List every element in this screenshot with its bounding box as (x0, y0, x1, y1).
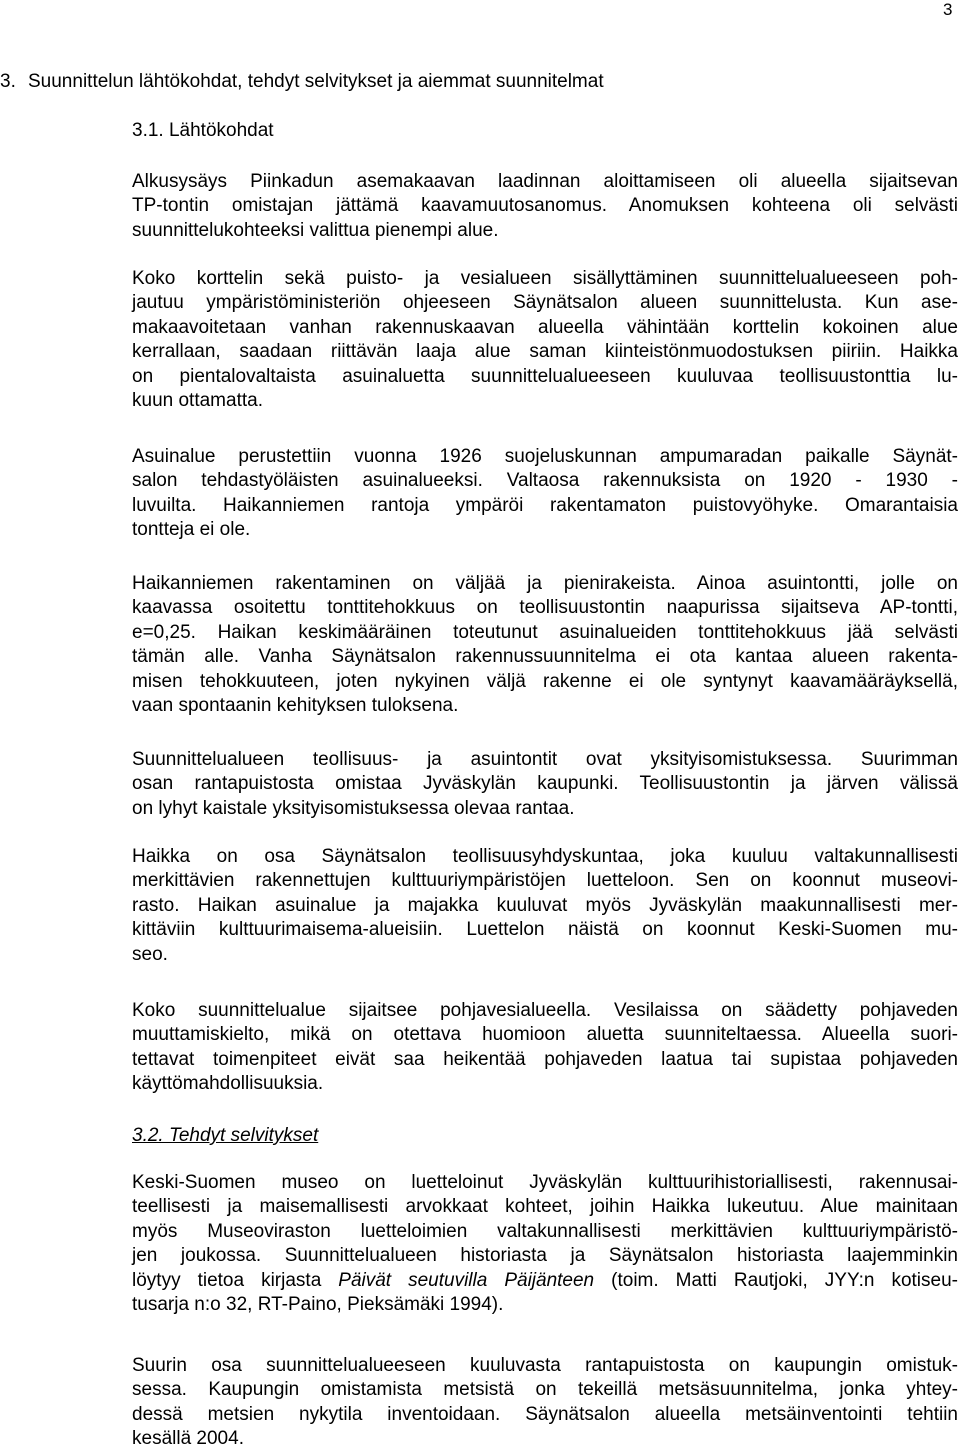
book-title: Päivät seutuvilla Päijänteen (338, 1269, 595, 1291)
text-line: kesällä 2004. (132, 1428, 244, 1450)
text-line: dessä metsien nykytila inventoidaan. Säynätsalon alueella metsäinventointi tehtiin (132, 1403, 958, 1425)
text-line: e=0,25. Haikan keskimääräinen toteutunut asuinalueiden tonttitehokkuus jää selvästi (132, 621, 958, 643)
text-line: salon tehdastyöläisten asuinalueeksi. Valtaosa rakennuksista on 1920 - 1930 - (132, 470, 958, 492)
text-line: kittäviin kulttuurimaisema-alueisiin. Luettelon näistä on koonnut Keski-Suomen mu- (132, 919, 958, 941)
text-line: muuttamiskielto, mikä on otettava huomioon aluetta suunniteltaessa. Alueella suori- (132, 1024, 958, 1046)
text-line: seo. (132, 943, 168, 965)
text-line: Alkusysäys Piinkadun asemakaavan laadinnan aloittamiseen oli alueella sijaitsevan (132, 171, 958, 192)
text-line: misen tehokkuuteen, joten nykyinen väljä rakenne ei ole syntynyt kaavamääräyksellä, (132, 670, 958, 692)
text-line: Asuinalue perustettiin vuonna 1926 suojeluskunnan ampumaradan paikalle Säynät- (132, 446, 958, 467)
text-line: tusarja n:o 32, RT-Paino, Pieksämäki 1994). (132, 1294, 504, 1316)
text-line: Suurin osa suunnittelualueeseen kuuluvasta rantapuistosta on kaupungin omistuk- (132, 1355, 958, 1376)
page-number: 3 (943, 0, 953, 19)
text-line: jautuu ympäristöministeriön ohjeeseen Säynätsalon alueen suunnittelusta. Kun ase- (132, 292, 958, 314)
text-line: on pientalovaltaista asuinaluetta suunnittelualueeseen kuuluvaa teollisuustonttia lu- (132, 365, 958, 387)
paragraph (132, 572, 958, 718)
text-line: käyttömahdollisuuksia. (132, 1073, 324, 1095)
text-line: kerrallaan, saadaan riittävän laaja alue saman kiinteistönmuodostuksen piiriin. Haikka (132, 341, 958, 363)
text-line: Haikanniemen rakentaminen on väljää ja pienirakeista. Ainoa asuintontti, jolle on (132, 573, 958, 594)
section-title: Suunnittelun lähtökohdat, tehdyt selvitykset ja aiemmat suunnitelmat (28, 71, 604, 92)
paragraph (132, 445, 958, 543)
text-segment: löytyy tietoa kirjasta (132, 1269, 339, 1291)
text-line (132, 1269, 958, 1293)
text-line: Keski-Suomen museo on luetteloinut Jyväskylän kulttuurihistoriallisesti, rakennusai- (132, 1172, 958, 1193)
text-line: osan rantapuistosta omistaa Jyväskylän kaupunki. Teollisuustontin ja järven välissä (132, 773, 958, 795)
paragraph-rantapuisto (132, 1354, 958, 1452)
text-line: on lyhyt kaistale yksityisomistuksessa olevaa rantaa. (132, 797, 575, 819)
text-line: myös Museoviraston luetteloimien valtakunnallisesti merkittävien kulttuuriympäristö- (132, 1220, 958, 1242)
text-line: tämän alle. Vanha Säynätsalon rakennussuunnitelma ei ota kantaa alueen rakenta- (132, 646, 958, 668)
section-number: 3. (0, 71, 16, 92)
subsection-heading-lahtokohdat: 3.1. Lähtökohdat (132, 120, 274, 141)
text-line: merkittävien rakennettujen kulttuuriympäristöjen luetteloon. Sen on koonnut museovi- (132, 870, 958, 892)
text-line: tettavat toimenpiteet eivät saa heikentää pohjaveden laatua tai supistaa pohjaveden (132, 1048, 958, 1070)
text-line: suunnittelukohteeksi valittua pienempi alue. (132, 219, 499, 241)
text-line: TP-tontin omistajan jättämä kaavamuutosanomus. Anomuksen kohteena oli selvästi (132, 195, 958, 217)
text-line: Koko korttelin sekä puisto- ja vesialueen sisällyttäminen suunnittelualueeseen poh- (132, 268, 958, 289)
text-line: sessa. Kaupungin omistamista metsistä on tekeillä metsäsuunnitelma, jonka yhtey- (132, 1379, 958, 1401)
text-line: kaavassa osoitettu tonttitehokkuus on teollisuustontin naapurissa sijaitseva AP-tontti, (132, 597, 958, 619)
text-line: rasto. Haikan asuinalue ja majakka kuuluvat myös Jyväskylän maakunnallisesti mer- (132, 894, 958, 916)
text-line: tontteja ei ole. (132, 519, 251, 541)
paragraph (132, 267, 958, 413)
text-line: Koko suunnittelualue sijaitsee pohjavesialueella. Vesilaissa on säädetty pohjaveden (132, 1000, 958, 1021)
text-line: jen joukossa. Suunnittelualueen historiasta ja Säynätsalon historiasta laajemminkin (132, 1245, 958, 1267)
paragraph-museo (132, 1171, 958, 1317)
section-heading (0, 68, 604, 96)
text-line: Haikka on osa Säynätsalon teollisuusyhdyskuntaa, joka kuuluu valtakunnallisesti (132, 846, 958, 867)
text-segment: (toim. Matti Rautjoki, JYY:n kotiseu- (594, 1269, 958, 1291)
text-line: teellisesti ja maisemallisesti arvokkaat kohteet, joihin Haikka lukeutuu. Alue mainitaan (132, 1196, 958, 1218)
paragraph (132, 845, 958, 967)
text-line: Suunnittelualueen teollisuus- ja asuintontit ovat yksityisomistuksessa. Suurimman (132, 749, 958, 770)
text-line: vaan spontaanin kehityksen tuloksena. (132, 695, 459, 717)
text-line: kuun ottamatta. (132, 390, 263, 412)
subsection-heading-selvitykset: 3.2. Tehdyt selvitykset (132, 1125, 319, 1146)
text-line: luvuilta. Haikanniemen rantoja ympäröi rakentamaton puistovyöhyke. Omarantaisia (132, 494, 958, 516)
text-line: makaavoitetaan vanhan rakennuskaavan alueella vähintään korttelin kokoinen alue (132, 316, 958, 338)
paragraph (132, 170, 958, 243)
paragraph (132, 748, 958, 821)
paragraph (132, 999, 958, 1097)
